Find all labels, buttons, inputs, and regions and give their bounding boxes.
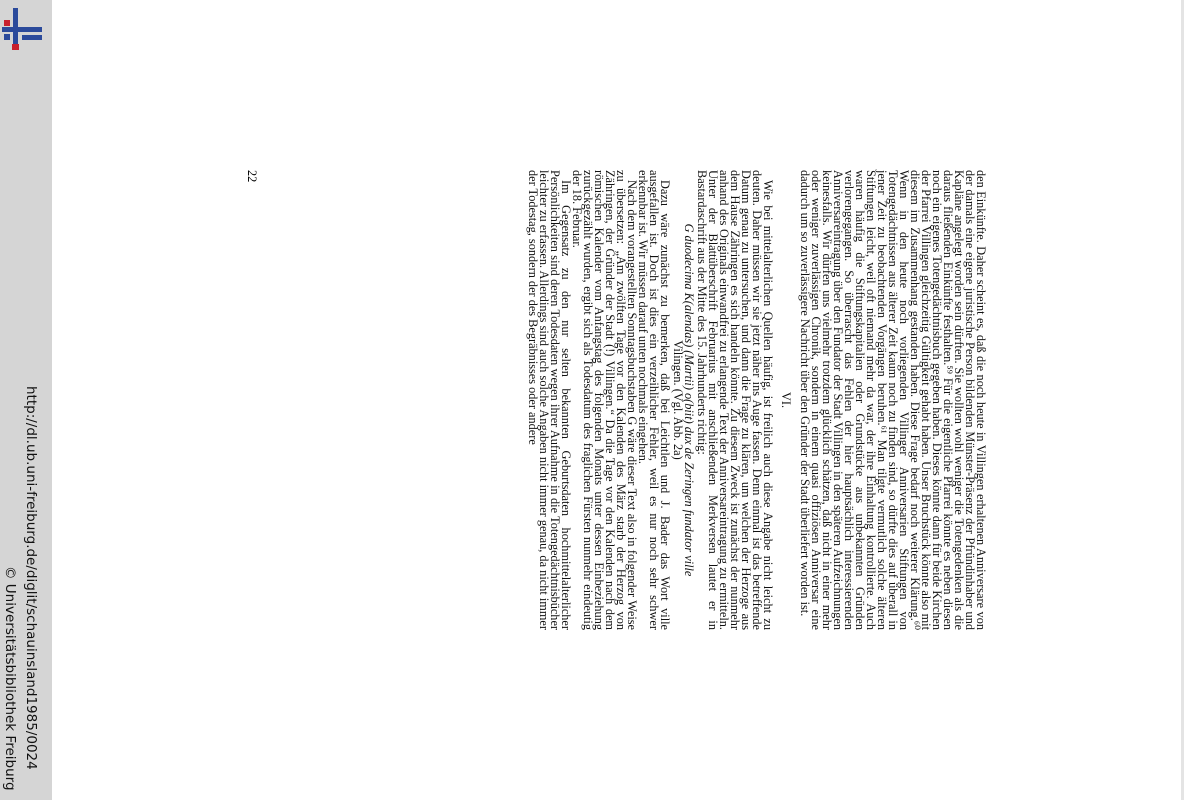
- copyright-notice: © Universitätsbibliothek Freiburg: [2, 566, 18, 791]
- scanned-page: [246, 170, 986, 630]
- source-url-link[interactable]: http://dl.ub.uni-freiburg.de/diglit/schauinsland1985/0024: [23, 386, 39, 770]
- university-library-logo-icon: [0, 6, 46, 52]
- paragraph-4: Nach dem vorangestellten Sonntagsbuchstaben G wäre dieser Text also in folgender Weise zu übersetzen: „Am zwölften Tage vor den Kalenden des März starb der Herzog von Zähringen, der Gründer der Stadt (!) Villingen.“ Da die Tage vor den Kalenden nach dem römischen Kalender vom Anfangstag des folgenden Monats unter dessen Einbeziehung zurückgezählt wurden, ergibt sich als Todesdatum des fraglichen Fürsten nunmehr eindeutig der 18. Februar.: [570, 170, 639, 630]
- quote-line-1: G duodecima K(alendas) (Martii) o(biit) dux de Zeringen fundator ville: [682, 223, 696, 577]
- paragraph-5: Im Gegensatz zu den nur selten bekannten Geburtsdaten hochmittelalterlicher Persönlichkeiten sind deren Todesdaten wegen ihrer Aufnahme in die Totengedächtnisbücher leichter zu erfassen. Allerdings sind auch solche Angaben nicht immer genau, da nicht immer der Todestag, sondern der des Begräbnisses oder andere: [526, 170, 573, 630]
- quote-line-2: Vilingen. (Vgl. Abb. 2a): [671, 340, 685, 460]
- paragraph-1: den Einkünfte. Daher scheint es, daß die noch heute in Villingen erhaltenen Anniversare von der damals eine eigene juristische Person bildenden Münster-Präsenz der Pfründinhaber und Kapläne angelegt worden sein dürften. Sie wollten wohl weniger die Totengedenken als die daraus fließenden Einkünfte festhalten.⁵⁹ Für die eigentliche Pfarrei könnte es neben diesen noch ein eigenes Totengedächtnisbuch gegeben haben. Dieses könnte dann für beide Kirchen der Pfarrei Villingen gleichzeitig Gültigkeit gehabt haben. Unser Bruchstück könnte also mit diesem im Zusammenhang gestanden haben. Diese Frage bedarf noch weiterer Klärung.⁶⁰ Wenn in den heute noch vorliegenden Villinger Anniversarien Stiftungen von Totengedächtnissen aus älterer Zeit kaum noch zu finden sind, so dürfte dies auf überall in jener Zeit zu beobachtenden Vorgängen beruhen.⁶¹ Man tilgte vermutlich solche älteren Stiftungen leicht, weil oft niemand mehr da war, der ihre Einhaltung kontrollierte. Auch waren häufig die Stiftungskapitalien oder Grundstücke aus unbekannten Gründen verlorengegangen. So überrascht das Fehlen der hier hauptsächlich interessierenden Anniversareintragung über den Fundator der Stadt Villingen in den späteren Aufzeichnungen keinesfalls. Wir dürfen uns vielmehr trotzdem glücklich schätzen, daß nicht in einer mehr oder weniger zuverlässigen Chronik, sondern in einem quasi offiziösen Anniversar eine dadurch um so zuverlässigere Nachricht über den Gründer der Stadt überliefert worden ist.: [798, 170, 988, 630]
- paragraph-2: Wie bei mittelalterlichen Quellen häufig, ist freilich auch diese Angabe nicht leicht zu deuten. Daher müssen wir sie jetzt näher ins Auge fassen. Denn einmal ist das betreffende Datum genau zu untersuchen, und dann die Frage zu klären, um welchen der Herzoge aus dem Hause Zähringen es sich handeln könnte. Zu diesem Zweck ist zunächst der nunmehr anhand des Originals einwandfrei zu erlangende Text der Anniversareintragung zu ermitteln. Unter der Blattüberschrift Februarius mit anschließenden Merkversen lautet er in Bastardaschrift aus der Mitte des 15. Jahrhunderts richtig:: [695, 170, 775, 630]
- scrollbar-track[interactable]: [1181, 0, 1184, 800]
- page-number: 22: [245, 170, 259, 183]
- paragraph-3: Dazu wäre zunächst zu bemerken, daß bei Leichtlen und J. Bader das Wort ville ausgefallen ist. Doch ist dies ein verzeihlicher Fehler, weil es nur noch sehr schwer erkennbar ist. Wir müssen darauf unten nochmals eingehen.: [636, 170, 672, 630]
- viewer-sidebar: [0, 0, 52, 800]
- section-heading: VI.: [779, 391, 793, 409]
